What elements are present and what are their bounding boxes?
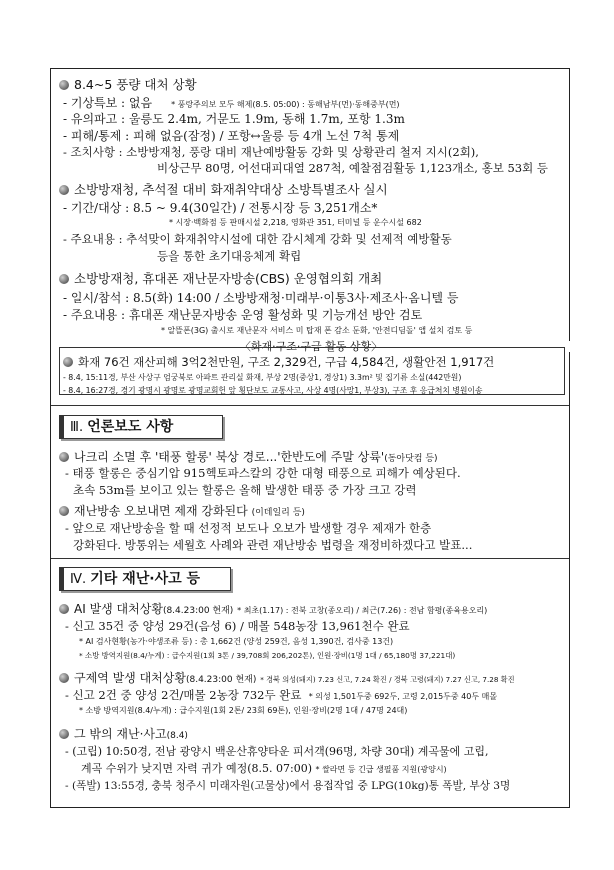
note: * 쌀라면 등 긴급 생필품 지원(광양시) xyxy=(315,765,447,774)
source: (동아닷컴 등) xyxy=(384,454,438,464)
activity-box-title: 〈화재·구조·구급 활동 상황〉 xyxy=(51,341,571,352)
line: - (고립) 10:50경, 전남 광양시 백운산휴양타운 피서객(96명, 차량 30대) 계곡물에 고립, xyxy=(65,745,489,758)
line: 등을 통한 초기대응체계 확립 xyxy=(157,249,302,263)
timestamp: (8.4.23:00 현재) xyxy=(185,675,257,685)
heading-fmd xyxy=(59,672,515,685)
line: - 기간/대상 : 8.5 ~ 9.4(30일간) / 전통시장 등 3,251개소* xyxy=(63,201,378,215)
note: * 시장·백화점 등 판매시설 2,218, 영화관 351, 터미널 등 운수시설 682 xyxy=(169,218,422,227)
section-title: 기타 재난·사고 등 xyxy=(90,571,201,587)
line: - 피해/통제 : 피해 없음(잠정) / 포항↔울릉 등 4개 노선 7척 통제 xyxy=(63,129,400,143)
source: (이데일리 등) xyxy=(251,508,305,518)
note: * 소방 방역지원(8.4/누계) : 급수지원(1회 2톤/ 23회 69톤), 인원·장비(2명 1대 / 47명 24대) xyxy=(79,706,408,715)
heading-chuseok xyxy=(59,184,388,197)
heading-etc xyxy=(59,728,188,741)
line: - 앞으로 재난방송을 할 때 선정적 보도나 오보가 발생할 경우 제재가 한층 xyxy=(65,521,432,535)
heading-cbs xyxy=(59,273,382,286)
heading-text: 소방방재청, 휴대폰 재난문자방송(CBS) 운영협의회 개최 xyxy=(74,271,383,286)
line: - 유의파고 : 울릉도 2.4m, 거문도 1.9m, 동해 1.7m, 포항 1.3m xyxy=(63,112,405,126)
line: - 일시/참석 : 8.5(화) 14:00 / 소방방재청·미래부·이통3사·제조사·옴니텔 등 xyxy=(63,291,459,305)
line: - 8.4, 15:11경, 부산 사상구 엄궁북로 아파트 관리실 화재, 부상 2명(중상1, 경상1) 3.3m² 및 집기류 소실(442만원) xyxy=(63,373,462,382)
line: - (폭발) 13:55경, 충북 청주시 미래자원(고물상)에서 용접작업 중 LPG(10kg)통 폭발, 부상 3명 xyxy=(65,780,511,792)
heading-text: 구제역 발생 대처상황 xyxy=(74,671,186,685)
heading-ai xyxy=(59,603,487,616)
heading-text: 그 밖의 재난·사고 xyxy=(74,727,167,741)
section-title: 언론보도 사항 xyxy=(87,419,174,435)
bullet-icon xyxy=(59,80,69,90)
bullet-icon xyxy=(59,604,69,614)
line: 초속 53m를 보이고 있는 할롱은 올해 발생한 태풍 중 가장 크고 강력 xyxy=(73,483,417,497)
text: - 기상특보 : 없음 xyxy=(63,96,153,110)
line: - 조치사항 : 소방방재청, 풍랑 대비 재난예방활동 강화 및 상황관리 철저 지시(2회), xyxy=(63,145,479,159)
line: - 주요내용 : 추석맞이 화재취약시설에 대한 감시체계 강화 및 선제적 예방활동 xyxy=(63,232,452,246)
timestamp: (8.4.23:00 현재) xyxy=(162,606,234,616)
section-header-media xyxy=(59,415,223,439)
note: * AI 검사현황(농가·야생조류 등) : 총 1,662건 (양성 259건, 음성 1,390건, 검사중 13건) xyxy=(79,637,394,646)
bullet-icon xyxy=(59,673,69,683)
bullet-icon xyxy=(59,274,69,284)
heading-text: 8.4~5 풍량 대처 상황 xyxy=(74,77,197,92)
line xyxy=(81,763,447,774)
bullet-icon xyxy=(59,729,69,739)
bullet-icon xyxy=(59,506,69,516)
document-page xyxy=(50,68,570,808)
text: 화재 76건 재산피해 3억2천만원, 구조 2,329건, 구급 4,584건, 생활안전 1,917건 xyxy=(78,355,495,369)
heading-typhoon xyxy=(59,451,438,464)
section-number: Ⅲ. xyxy=(70,420,84,435)
timestamp: (8.4) xyxy=(166,731,188,741)
line: - 신고 35건 중 양성 29건(음성 6) / 매몰 548농장 13,961천수 완료 xyxy=(65,619,410,633)
line: 비상근무 80명, 어선대피대열 287척, 예찰점검활동 1,123개소, 홍보 53회 등 xyxy=(157,161,548,175)
text: 계곡 수위가 낮지면 자력 귀가 예정(8.5. 07:00) xyxy=(81,762,313,775)
heading-broadcast xyxy=(59,505,305,518)
text: - 신고 2건 중 양성 2건/매몰 2농장 732두 완료 xyxy=(65,688,302,702)
heading-text: 재난방송 오보내면 제재 강화된다 xyxy=(74,504,248,518)
heading-text: 나크리 소멸 후 '태풍 할롱' 북상 경로...'한반도에 주말 상륙' xyxy=(74,450,385,464)
divider xyxy=(51,405,569,406)
bullet-icon xyxy=(59,452,69,462)
line: - 주요내용 : 휴대폰 재난문자방송 운영 활성화 및 기능개선 방안 검토 xyxy=(63,308,423,322)
line: - 8.4, 16:27경, 경기 광명시 광명로 광명교회헌 앞 횡단보도 교통사고, 사상 4명(사망1, 부상3), 구조 후 응급처치 병원이송 xyxy=(63,386,483,395)
divider xyxy=(51,558,569,559)
note: * 경북 의성(돼지) 7.23 신고, 7.24 확진 / 경북 고령(돼지) 7.27 신고, 7.28 확진 xyxy=(260,675,515,684)
note: * 소방 방역지원(8.4/누계) : 급수지원(1회 3톤 / 39,708회 206,202톤), 인원·장비(1명 1대 / 65,180명 37,221대) xyxy=(79,651,456,660)
heading-text: AI 발생 대처상황 xyxy=(74,602,163,616)
bullet-icon xyxy=(63,357,73,367)
line: - 태풍 할롱은 중심기압 915헥토파스칼의 강한 대형 태풍으로 피해가 예상된다. xyxy=(65,466,461,480)
note: * 최초(1.17) : 전북 고창(종오리) / 최근(7.26) : 전남 함평(종육용오리) xyxy=(237,606,488,615)
section-header-other xyxy=(59,567,231,591)
line xyxy=(65,690,497,702)
bullet-icon xyxy=(59,185,69,195)
activity-summary xyxy=(63,357,494,369)
note: * 의성 1,501두중 692두, 고령 2,015두중 40두 매몰 xyxy=(308,692,498,701)
line xyxy=(63,97,400,109)
note: * 알뜰폰(3G) 출시로 재난문자 서비스 미 탑재 폰 감소 둔화, '안전디딤돌' 앱 설치 검토 등 xyxy=(161,326,473,335)
heading-wind-wave xyxy=(59,79,197,92)
line: 강화된다. 방통위는 세월호 사례와 관련 재난방송 법령을 재정비하겠다고 발표... xyxy=(73,538,473,552)
section-number: Ⅳ. xyxy=(70,572,87,587)
note: * 풍랑주의보 모두 해제(8.5. 05:00) : 동해남부(먼)·동해중부(먼) xyxy=(171,100,400,109)
heading-text: 소방방재청, 추석절 대비 화재취약대상 소방특별조사 실시 xyxy=(74,182,388,197)
